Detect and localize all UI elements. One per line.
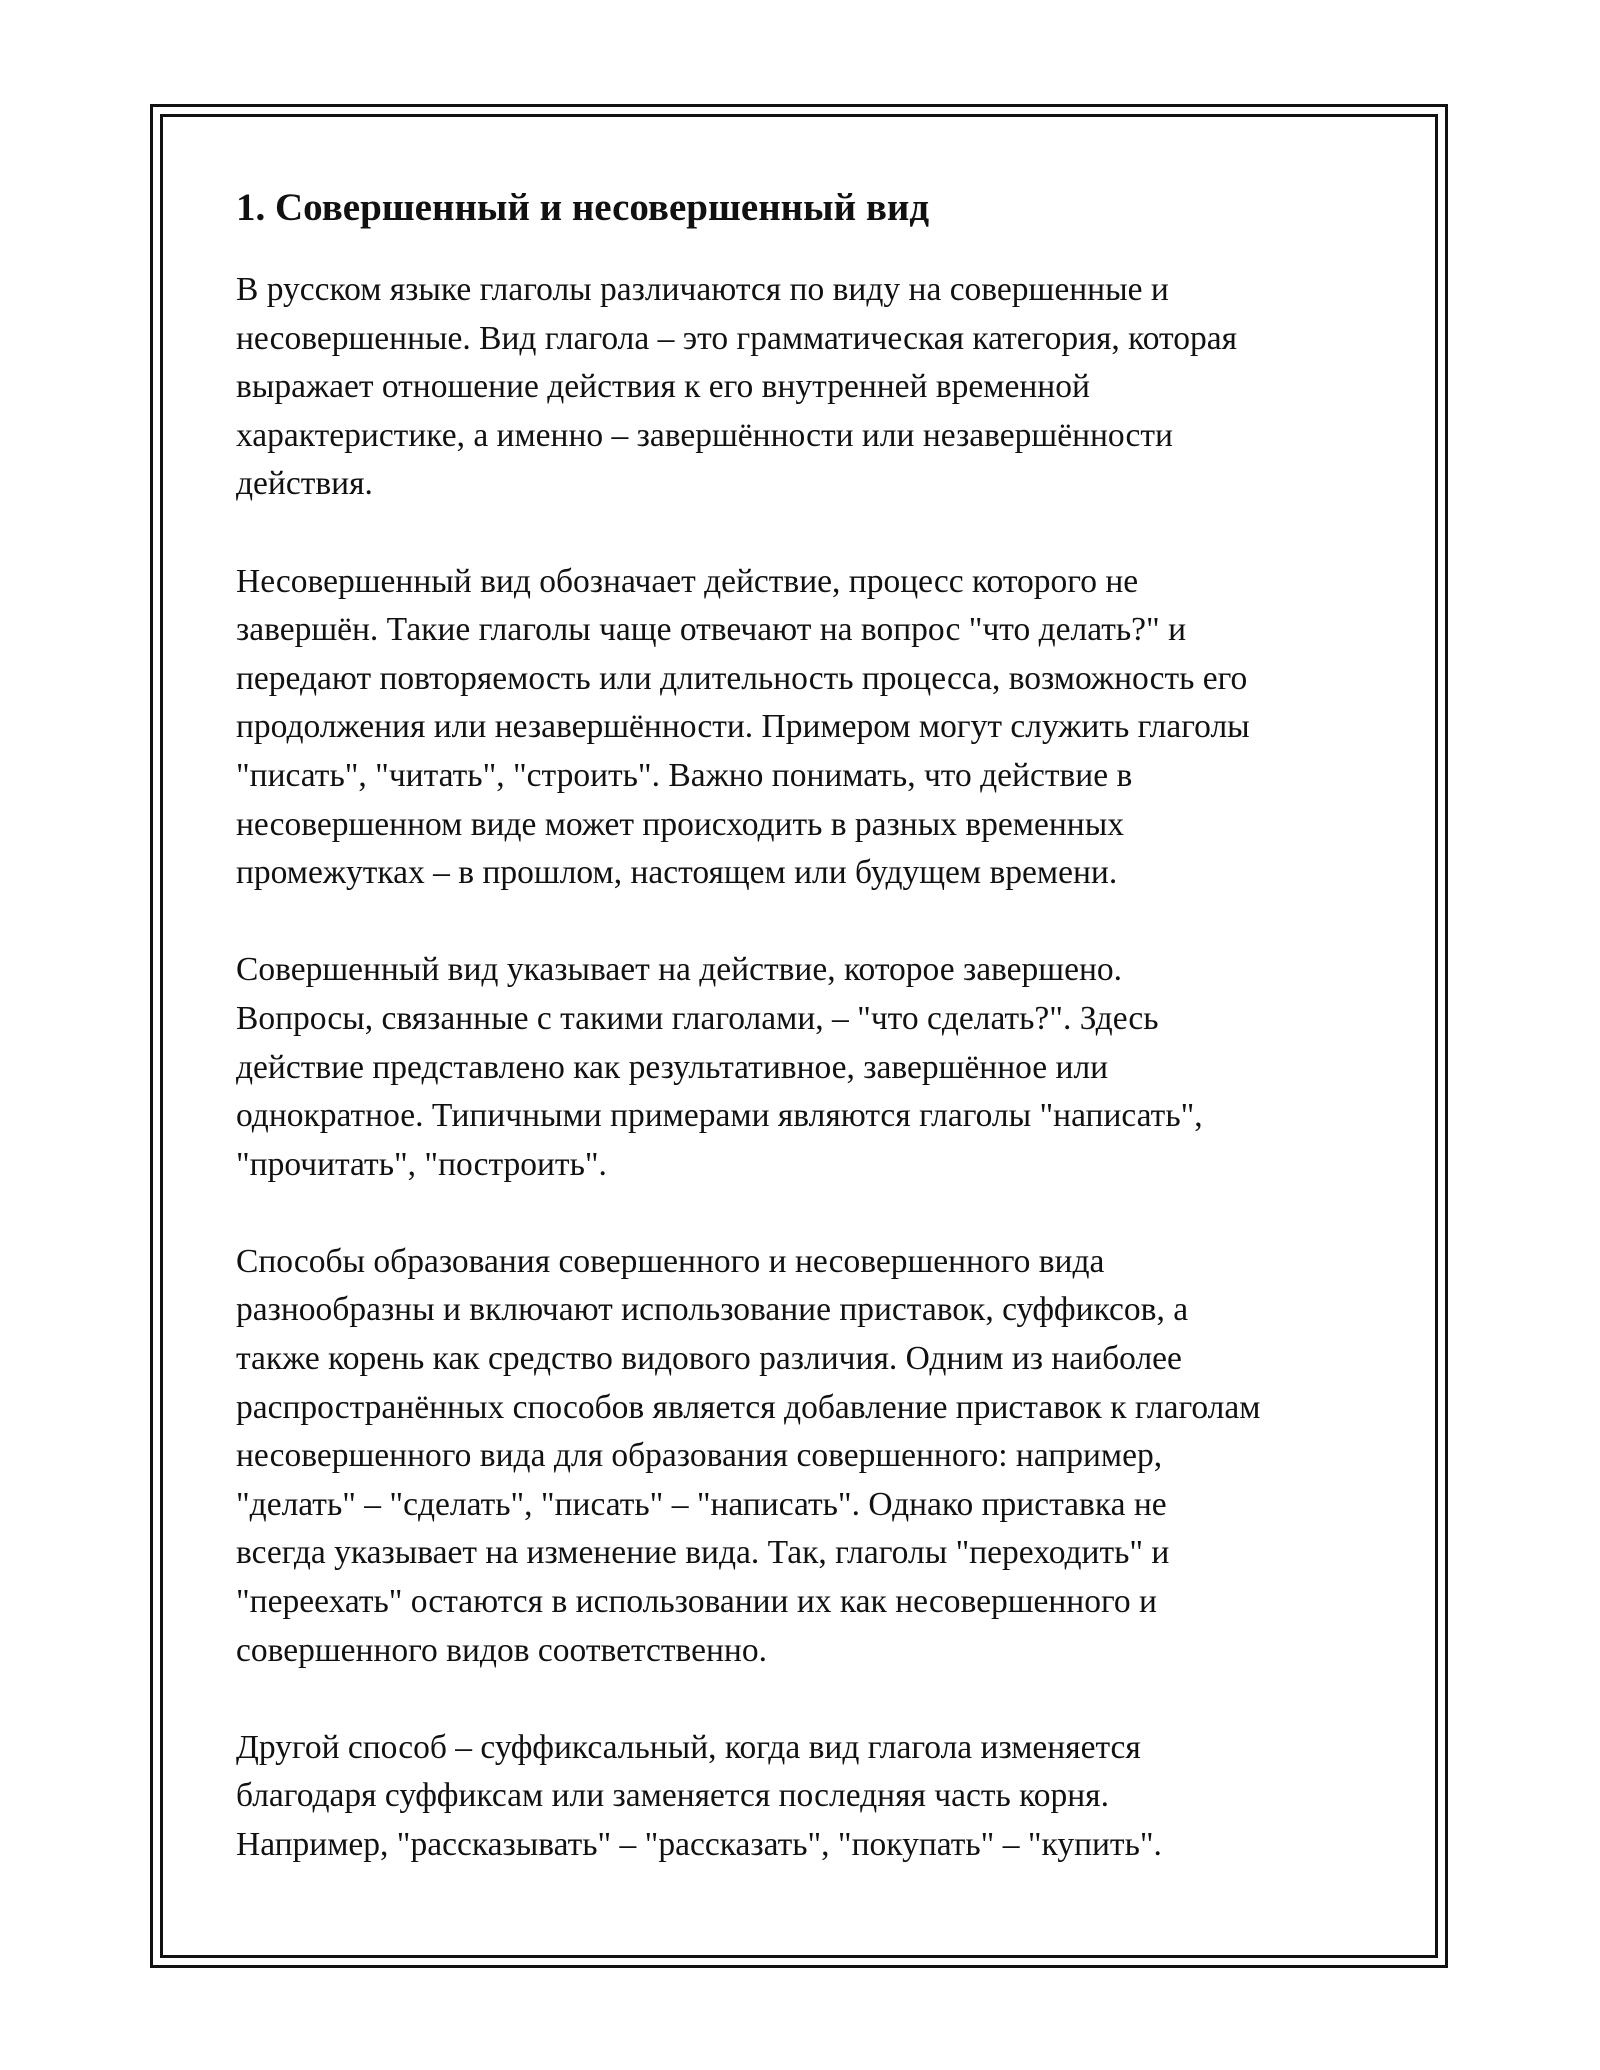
paragraph-perfective: Совершенный вид указывает на действие, которое завершено. Вопросы, связанные с такими глаголами, – "что сделать?". Здесь действие представлено как результативное, завершённое или однократное. Типичными примерами являются глаголы "написать", "прочитать", "построить". xyxy=(236,951,1203,1183)
paragraph-intro: В русском языке глаголы различаются по виду на совершенные и несовершенные. Вид глагола – это грамматическая категория, которая выражает отношение действия к его внутренней временной характеристике, а именно – завершённости или незавершённости действия. xyxy=(236,271,1238,503)
paragraph-formation-methods: Способы образования совершенного и несовершенного вида разнообразны и включают использование приставок, суффиксов, а также корень как средство видового различия. Одним из наиболее распространённых способов является добавление приставок к глаголам несовершенного вида для образования совершенного: например, "делать" – "сделать", "писать" – "написать". Однако приставка не всегда указывает на изменение вида. Так, глаголы "переходить" и "переехать" остаются в использовании их как несовершенного и совершенного видов соответственно. xyxy=(236,1242,1261,1669)
paragraph-suffixal-method: Другой способ – суффиксальный, когда вид глагола изменяется благодаря суффиксам или заменяется последняя часть корня. Например, "рассказывать" – "рассказать", "покупать" – "купить". xyxy=(236,1728,1162,1863)
document-body xyxy=(236,184,1386,1918)
paragraph-imperfective: Несовершенный вид обозначает действие, процесс которого не завершён. Такие глаголы чаще отвечают на вопрос "что делать?" и передают повторяемость или длительность процесса, возможность его продолжения или незавершённости. Примером могут служить глаголы "писать", "читать", "строить". Важно понимать, что действие в несовершенном виде может происходить в разных временных промежутках – в прошлом, настоящем или будущем времени. xyxy=(236,562,1250,892)
section-heading: 1. Совершенный и несовершенный вид xyxy=(236,186,930,229)
